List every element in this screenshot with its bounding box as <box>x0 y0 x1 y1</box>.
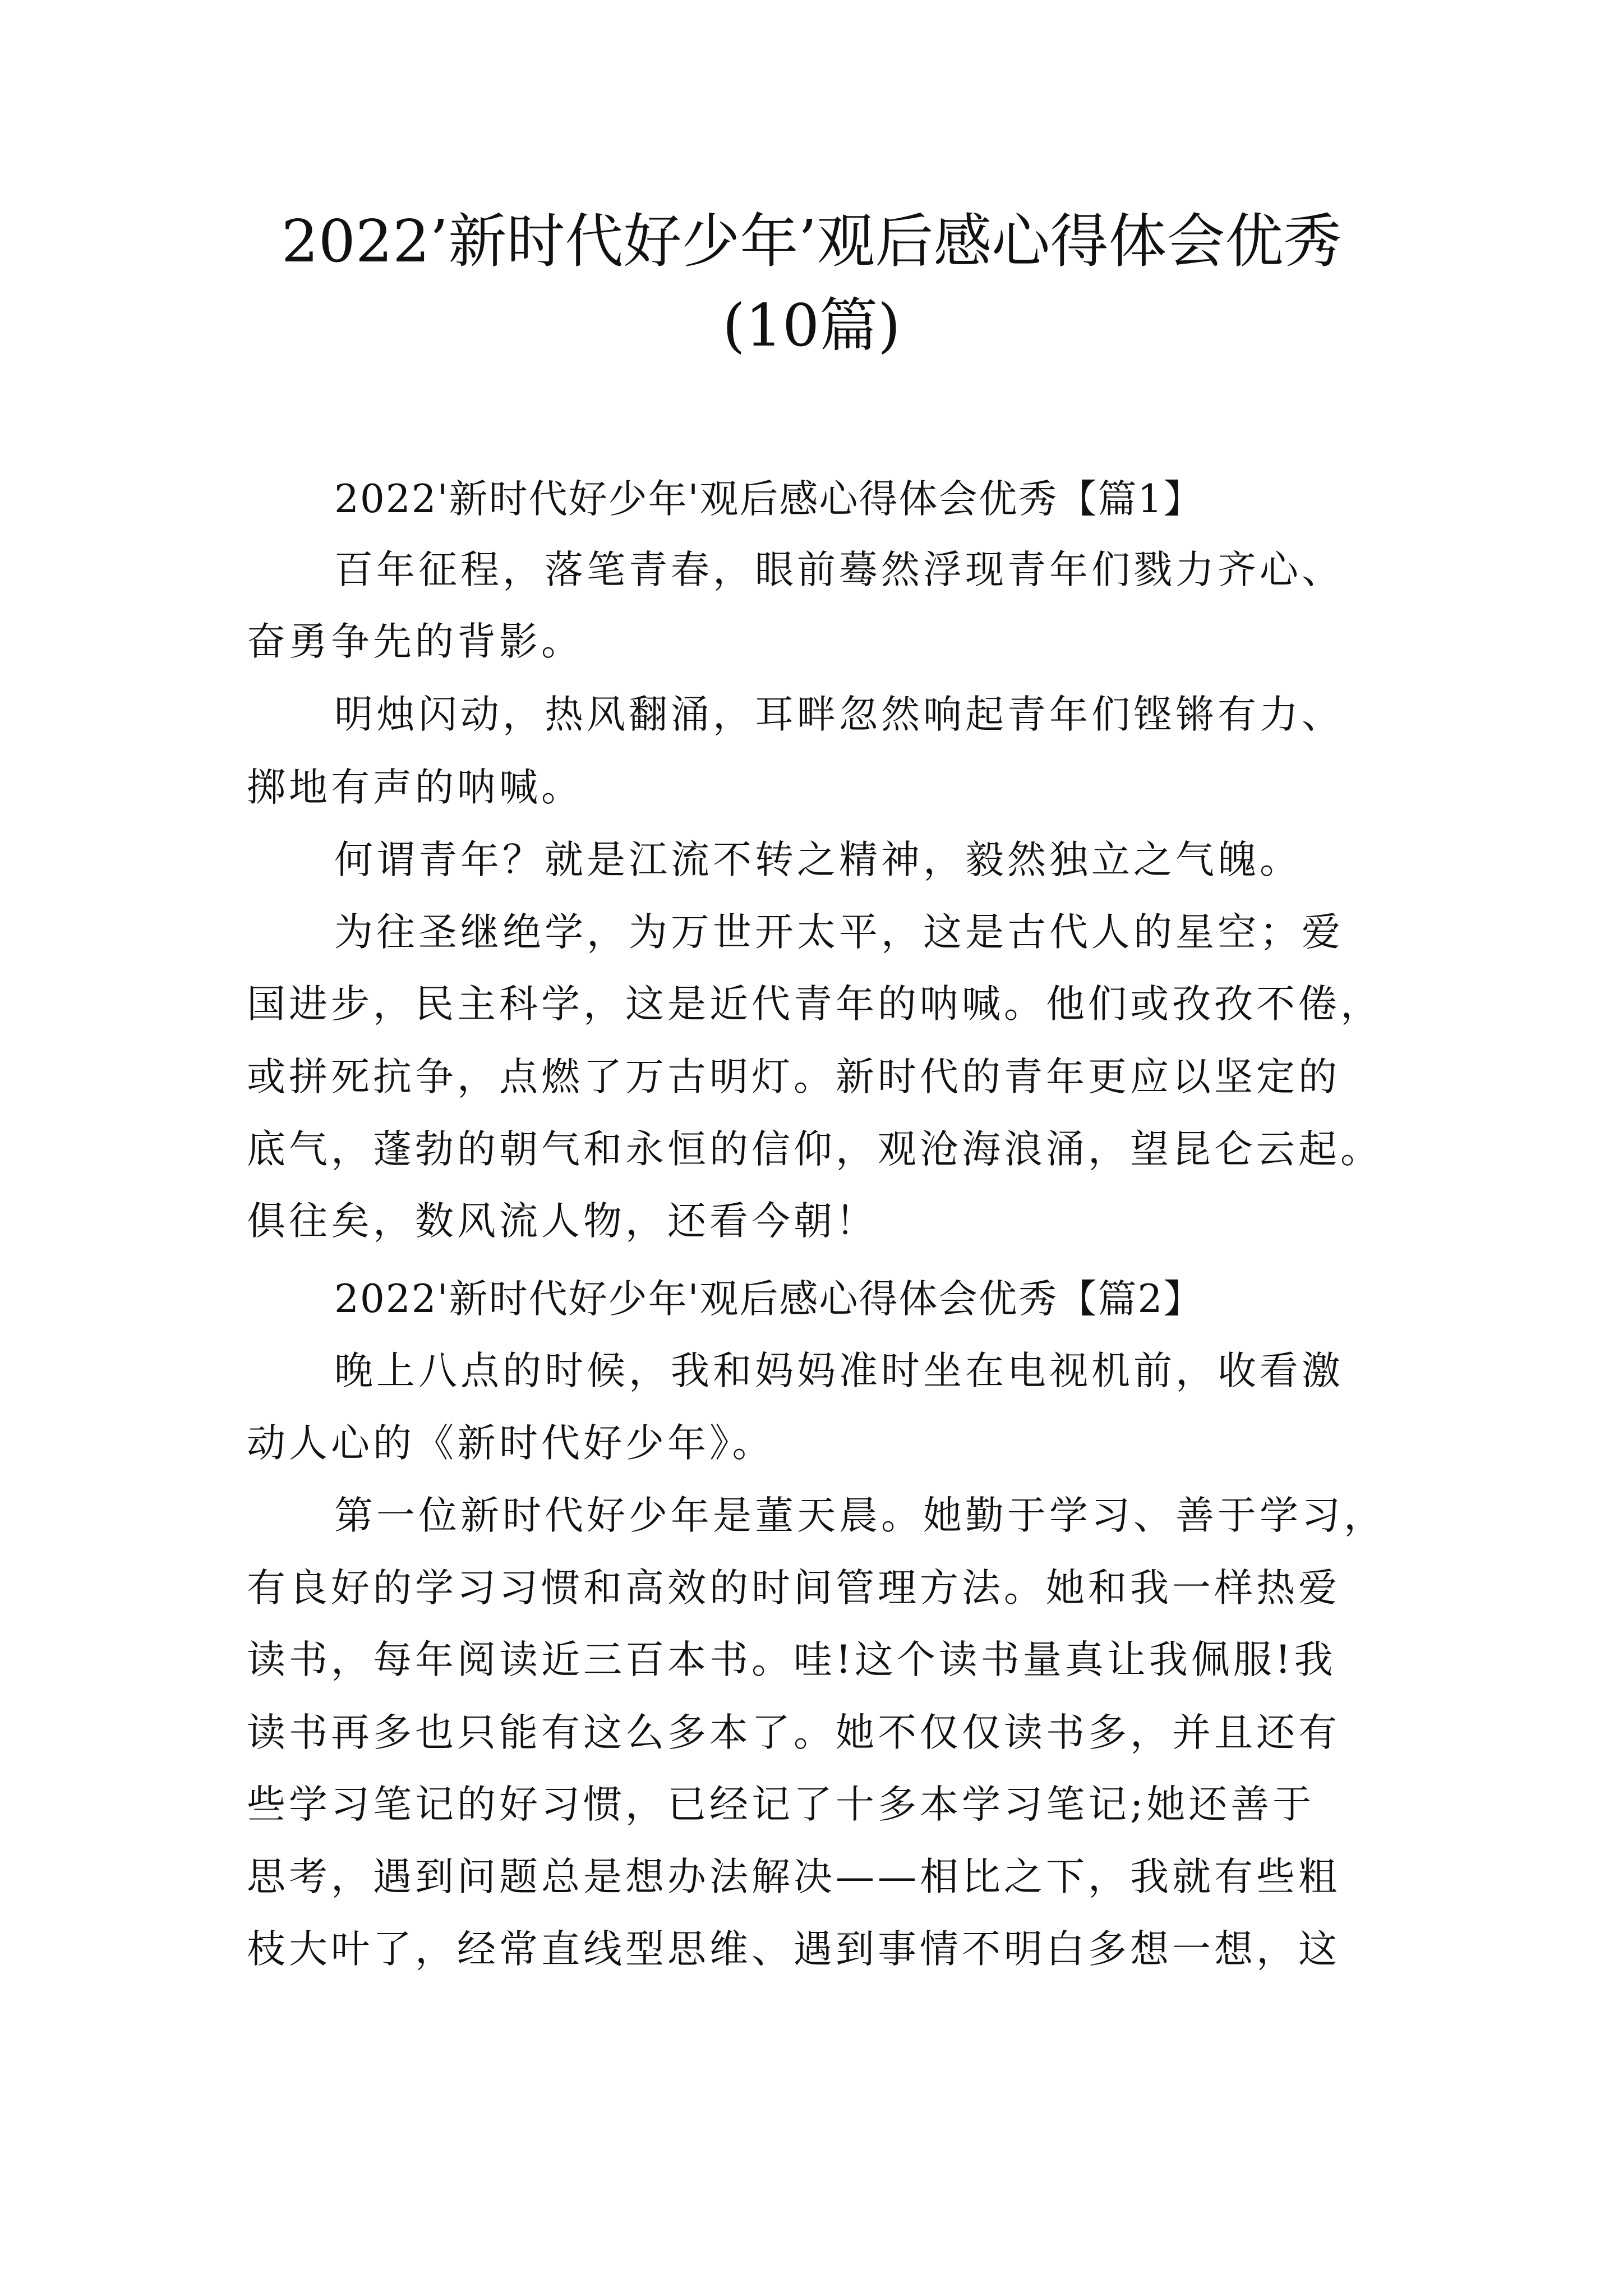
paragraph-line: 有良好的学习习惯和高效的时间管理方法。她和我一样热爱 <box>247 1566 1340 1611</box>
document-title-line-1: 2022’新时代好少年’观后感心得体会优秀 <box>281 207 1342 275</box>
document-title-line-2: (10篇) <box>722 291 901 360</box>
paragraph-line: 些学习笔记的好习惯，已经记了十多本学习笔记;她还善于 <box>247 1782 1315 1827</box>
paragraph-line: 或拼死抗争，点燃了万古明灯。新时代的青年更应以坚定的 <box>247 1055 1340 1099</box>
paragraph-line: 奋勇争先的背影。 <box>247 619 583 664</box>
paragraph-line: 掷地有声的呐喊。 <box>247 765 583 810</box>
paragraph-line: 何谓青年？就是江流不转之精神，毅然独立之气魄。 <box>334 838 1302 882</box>
section-heading-1: 2022'新时代好少年'观后感心得体会优秀【篇1】 <box>334 477 1204 522</box>
paragraph-line: 思考，遇到问题总是想办法解决——相比之下，我就有些粗 <box>247 1855 1340 1899</box>
paragraph-line: 读书，每年阅读近三百本书。哇!这个读书量真让我佩服!我 <box>247 1637 1336 1682</box>
paragraph-line: 国进步，民主科学，这是近代青年的呐喊。他们或孜孜不倦， <box>247 982 1382 1027</box>
paragraph-line: 枝大叶了，经常直线型思维、遇到事情不明白多想一想，这 <box>247 1927 1340 1972</box>
paragraph-line: 百年征程，落笔青春，眼前蓦然浮现青年们戮力齐心、 <box>334 547 1344 592</box>
paragraph-line: 明烛闪动，热风翻涌，耳畔忽然响起青年们铿锵有力、 <box>334 692 1344 737</box>
section-heading-2: 2022'新时代好少年'观后感心得体会优秀【篇2】 <box>334 1277 1204 1322</box>
paragraph-line: 为往圣继绝学，为万世开太平，这是古代人的星空；爱 <box>334 910 1344 955</box>
paragraph-line: 晚上八点的时候，我和妈妈准时坐在电视机前，收看激 <box>334 1349 1344 1393</box>
paragraph-line: 读书再多也只能有这么多本了。她不仅仅读书多，并且还有 <box>247 1710 1340 1755</box>
paragraph-line: 俱往矣，数风流人物，还看今朝！ <box>247 1199 878 1244</box>
paragraph-line: 底气，蓬勃的朝气和永恒的信仰，观沧海浪涌，望昆仑云起。 <box>247 1127 1382 1172</box>
paragraph-line: 动人心的《新时代好少年》。 <box>247 1421 774 1466</box>
paragraph-line: 第一位新时代好少年是董天晨。她勤于学习、善于学习， <box>334 1493 1386 1538</box>
